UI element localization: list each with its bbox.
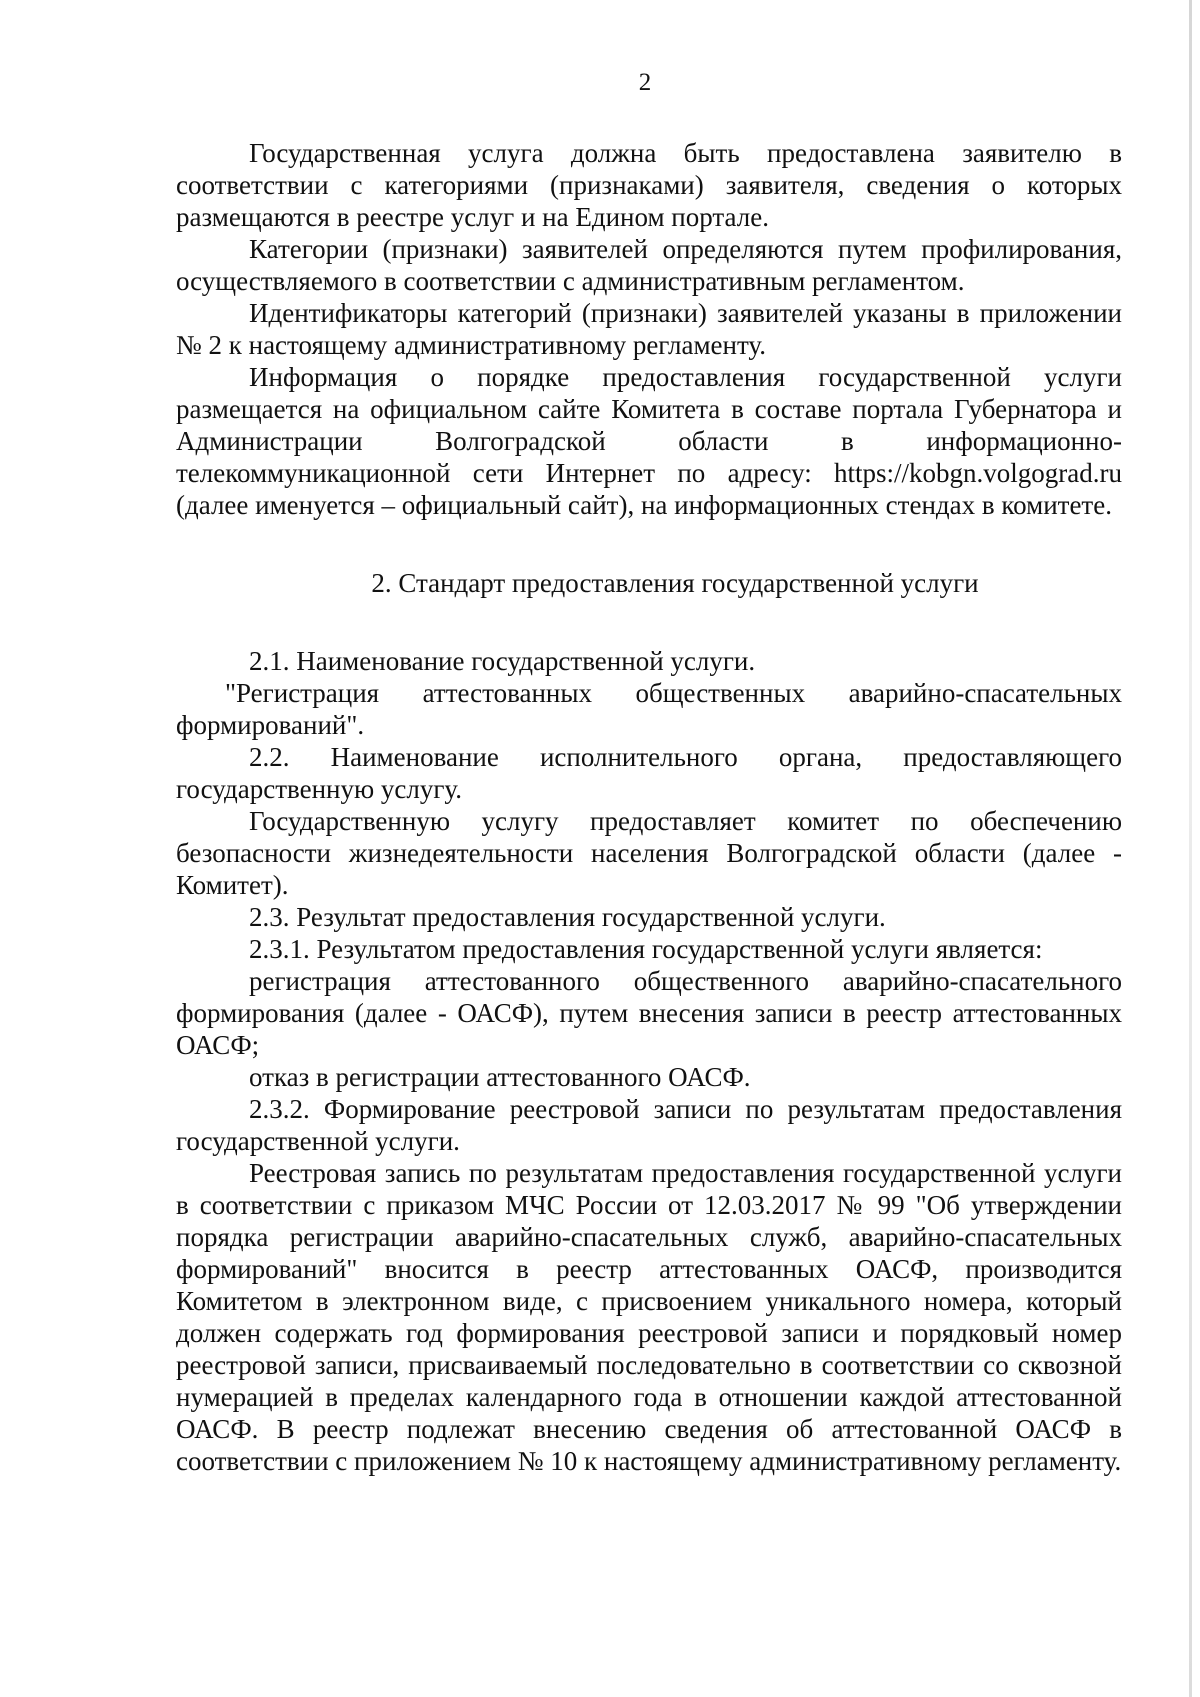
paragraph-result-registration: регистрация аттестованного общественного аварийно-спасательного формирования (далее - ОАСФ), путем внесения записи в реестр аттестованных ОАСФ; bbox=[176, 966, 1122, 1060]
paragraph-profiling: Категории (признаки) заявителей определяются путем профилирования, осуществляемого в соответствии с административным регламентом. bbox=[176, 234, 1122, 296]
paragraph-result-refusal: отказ в регистрации аттестованного ОАСФ. bbox=[249, 1062, 751, 1092]
paragraph-service-name: "Регистрация аттестованных общественных аварийно-спасательных формирований". bbox=[176, 678, 1122, 740]
document-body bbox=[176, 137, 1122, 1477]
paragraph-information-website: Информация о порядке предоставления государственной услуги размещается на официальном сайте Комитета в составе портала Губернатора и Администрации Волгоградской области в информационно-телекоммуникационной сети Интернет по адресу: https://kobgn.volgograd.ru (далее именуется – официальный сайт), на информационных стендах в комитете. bbox=[176, 362, 1122, 520]
paragraph-registry-record-text: Реестровая запись по результатам предоставления государственной услуги в соответствии с приказом МЧС России от 12.03.2017 № 99 "Об утверждении порядка регистрации аварийно-спасательных служб, аварийно-спасательных формирований" вносится в реестр аттестованных ОАСФ, производится Комитетом в электронном виде, с присвоением уникального номера, который должен содержать год формирования реестровой записи и порядковый номер реестровой записи, присваиваемый последовательно в соответствии со сквозной нумерацией в пределах календарного года в отношении каждой аттестованной ОАСФ. В реестр подлежат внесению сведения об аттестованной ОАСФ в соответствии с приложением № 10 к настоящему административному регламенту. bbox=[176, 1158, 1122, 1476]
paragraph-2-3-result-title: 2.3. Результат предоставления государственной услуги. bbox=[249, 902, 886, 932]
paragraph-category-identifiers: Идентификаторы категорий (признаки) заявителей указаны в приложении № 2 к настоящему административному регламенту. bbox=[176, 298, 1122, 360]
paragraph-2-2-authority-title: 2.2. Наименование исполнительного органа, предоставляющего государственную услугу. bbox=[176, 742, 1122, 804]
paragraph-2-3-1-result: 2.3.1. Результатом предоставления государственной услуги является: bbox=[249, 934, 1043, 964]
page-edge-shadow bbox=[1189, 0, 1192, 1697]
paragraph-2-1-service-name-title: 2.1. Наименование государственной услуги. bbox=[249, 646, 756, 676]
page-number: 2 bbox=[638, 69, 652, 96]
paragraph-authority-text: Государственную услугу предоставляет комитет по обеспечению безопасности жизнедеятельности населения Волгоградской области (далее - Комитет). bbox=[176, 806, 1122, 900]
paragraph-2-3-2-registry-record-title: 2.3.2. Формирование реестровой записи по результатам предоставления государственной услуги. bbox=[176, 1094, 1122, 1156]
paragraph-applicant-categories: Государственная услуга должна быть предоставлена заявителю в соответствии с категориями (признаками) заявителя, сведения о которых размещаются в реестре услуг и на Едином портале. bbox=[176, 138, 1122, 232]
section-heading-standard: 2. Стандарт предоставления государственной услуги bbox=[371, 568, 979, 598]
